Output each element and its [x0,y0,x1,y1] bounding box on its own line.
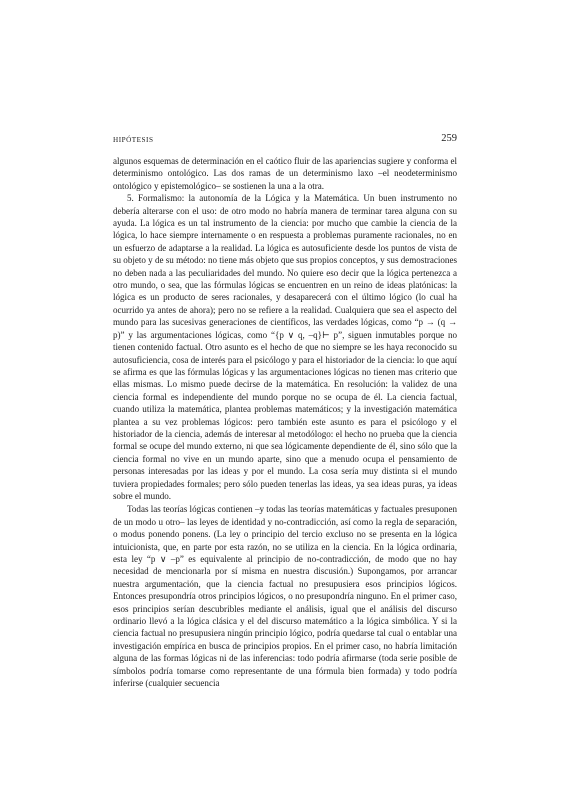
paragraph-formalismo: 5. Formalismo: la autonomía de la Lógica y la Matemática. Un buen instrumento no debería alterarse con el uso: de otro modo no habría manera de terminar tarea alguna con su ayuda. La lógica es un tal instrumento de la ciencia: por mucho que cambie la ciencia de la lógica, lo hace siempre internamente o en respuesta a problemas puramente racionales, no en un esfuerzo de adaptarse a la realidad. La lógica es autosuficiente desde los puntos de vista de su objeto y de su método: no tiene más objeto que sus propios conceptos, y sus demostraciones no deben nada a las peculiaridades del mundo. No quiere eso decir que la lógica pertenezca a otro mundo, o sea, que las fórmulas lógicas se encuentren en un reino de ideas platónicas: la lógica es un producto de seres racionales, y desaparecerá con el último lógico (lo cual ha ocurrido ya antes de ahora); pero no se refiere a la realidad. Cualquiera que sea el aspecto del mundo para las sucesivas generaciones de científicos, las verdades lógicas, como “p → (q → p)” y las argumentaciones lógicas, como “{p ∨ q, –q}⊢ p”, siguen inmutables porque no tienen contenido factual. Otro asunto es el hecho de que no siempre se les haya reconocido su autosuficiencia, cosa de interés para el psicólogo y para el historiador de la ciencia: lo que aquí se afirma es que las fórmulas lógicas y las argumentaciones lógicas no tienen mas criterio que ellas mismas. Lo mismo puede decirse de la matemática. En resolución: la validez de una ciencia formal es independiente del mundo porque no se ocupa de él. La ciencia factual, cuando utiliza la matemática, plantea problemas matemáticos; y la investigación matemática plantea a su vez problemas lógicos: pero también este asunto es para el psicólogo y el historiador de la ciencia, además de interesar al metodólogo: el hecho no prueba que la ciencia formal se ocupe del mundo externo, ni que sea lógicamente dependiente de él, sino sólo que la ciencia formal no vive en un mundo aparte, sino que a menudo ocupa el pensamiento de personas interesadas por las ideas y por el mundo. La cosa sería muy distinta si el mundo tuviera propiedades formales; pero sólo pueden tenerlas las ideas, ya sea ideas puras, ya ideas sobre el mundo. [113,193,457,501]
paragraph-teorias-logicas: Todas las teorías lógicas contienen –y todas las teorías matemáticas y factuales presuponen de un modo u otro– las leyes de identidad y no-contradicción, así como la regla de separación, o modus ponendo ponens. (La ley o principio del tercio excluso no se presenta en la lógica intuicionista, que, en parte por esta razón, no se utiliza en la ciencia. En la lógica ordinaria, esta ley “p ∨ –p” es equivalente al principio de no-contradicción, de modo que no hay necesidad de mencionarla por sí misma en nuestra discusión.) Supongamos, por arrancar nuestra argumentación, que la ciencia factual no presupusiera esos principios lógicos. Entonces presupondría otros principios lógicos, o no presupondría ninguno. En el primer caso, esos principios serían descubribles mediante el análisis, igual que el análisis del discurso ordinario llevó a la lógica clásica y el del discurso matemático a la lógica simbólica. Y si la ciencia factual no presupusiera ningún principio lógico, podría quedarse tal cual o entablar una investigación empírica en busca de principios propios. En el primer caso, no habría limitación alguna de las formas lógicas ni de las inferencias: todo podría afirmarse (toda serie posible de símbolos podría tomarse como representante de una fórmula bien formada) y todo podría inferirse (cualquier secuencia [113,504,457,689]
body-text [113,155,457,689]
running-head: HIPÓTESIS [113,136,154,144]
page-header [113,133,457,149]
page-number: 259 [441,133,457,144]
paragraph-continuation: algunos esquemas de determinación en el caótico fluir de las apariencias sugiere y conforma el determinismo ontológico. Las dos ramas de un determinismo laxo –el neodeterminismo ontológico y epistemológico– se sostienen la una a la otra. [113,156,457,191]
